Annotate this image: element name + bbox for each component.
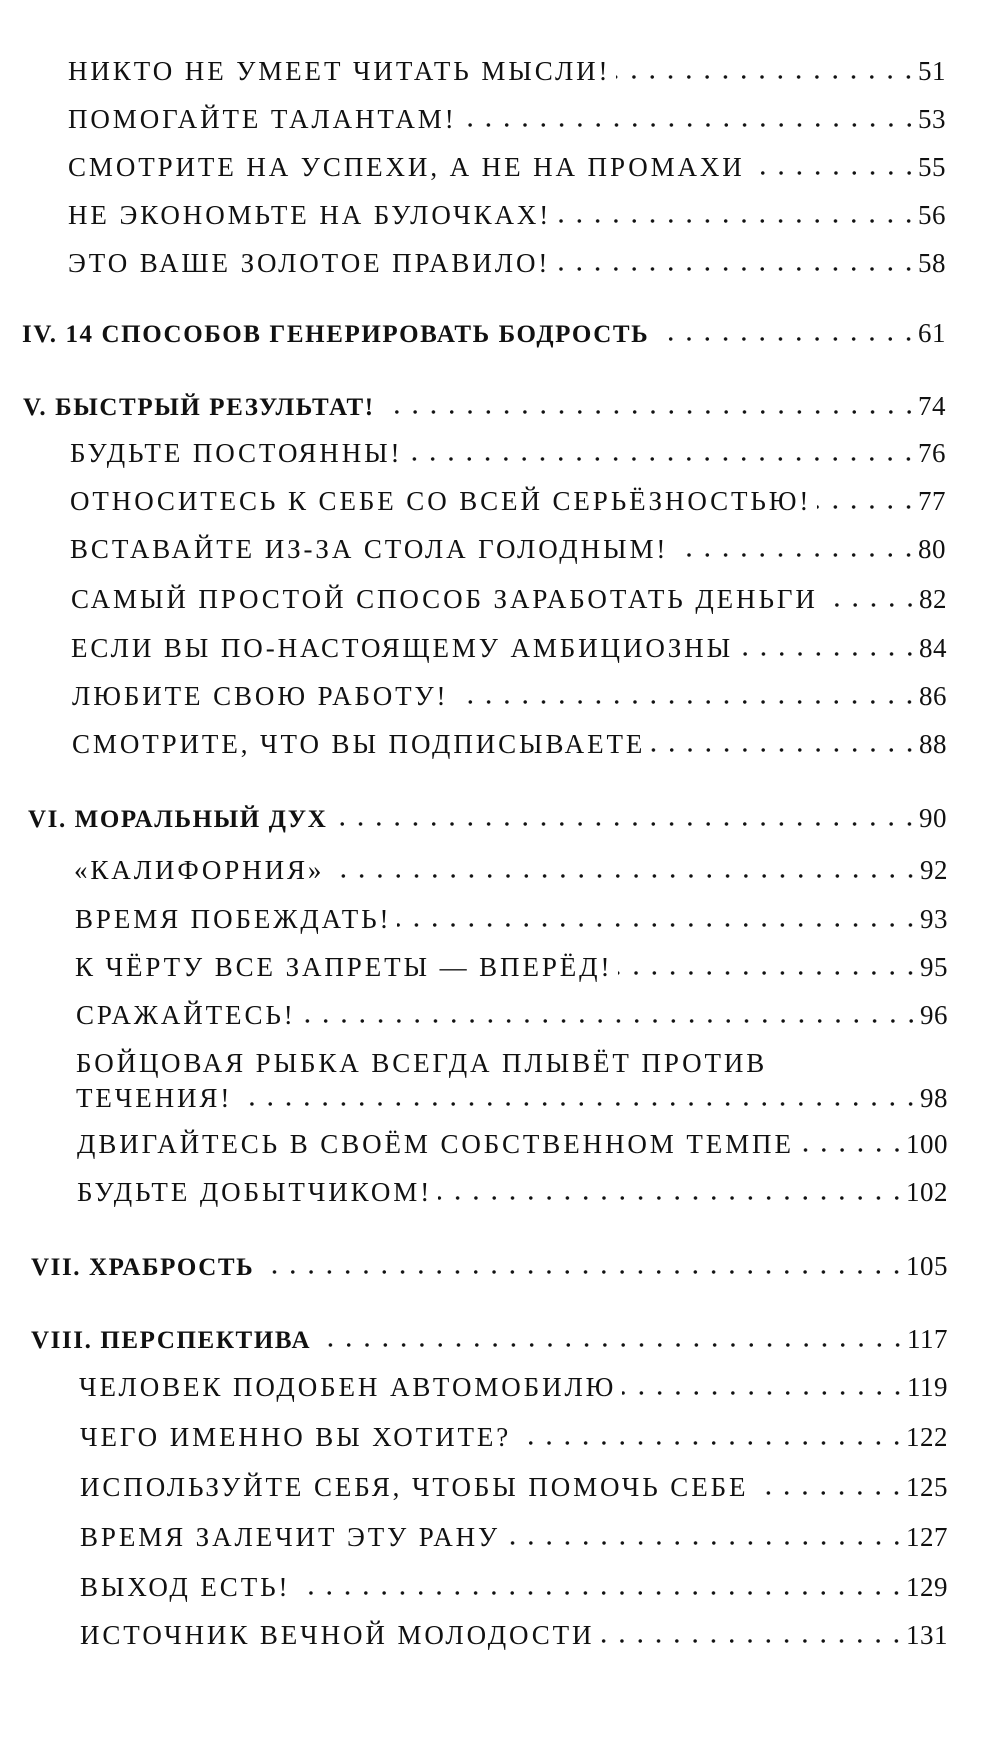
toc-chapter[interactable] — [31, 1324, 948, 1354]
toc-entry-title: НЕ ЭКОНОМЬТЕ НА БУЛОЧКАХ! — [68, 200, 552, 230]
toc-entry-title: ВСТАВАЙТЕ ИЗ-ЗА СТОЛА ГОЛОДНЫМ! — [70, 534, 669, 564]
toc-entry-title: ЛЮБИТЕ СВОЮ РАБОТУ! — [72, 681, 449, 711]
dot-leader — [674, 552, 918, 558]
toc-entry-page: 131 — [906, 1620, 948, 1650]
toc-entry-page: 119 — [907, 1372, 948, 1402]
dot-leader — [622, 1390, 907, 1396]
toc-entry-page: 125 — [906, 1472, 948, 1502]
toc-entry-page: 95 — [920, 952, 948, 982]
toc-entry[interactable] — [68, 248, 946, 278]
dot-leader — [655, 336, 918, 342]
dot-leader — [754, 1490, 906, 1496]
toc-entry[interactable] — [80, 1472, 948, 1502]
toc-entry-title: ПОМОГАЙТЕ ТАЛАНТАМ! — [68, 104, 457, 134]
toc-entry-page: 96 — [920, 1000, 948, 1030]
dot-leader — [381, 409, 918, 415]
dot-leader — [454, 699, 919, 705]
toc-chapter-title: V. БЫСТРЫЙ РЕЗУЛЬТАТ! — [23, 394, 375, 421]
toc-entry-page: 82 — [919, 584, 947, 614]
toc-entry-title: «КАЛИФОРНИЯ» — [74, 855, 325, 885]
toc-entry[interactable] — [80, 1620, 948, 1650]
dot-leader — [800, 1147, 906, 1153]
toc-entry[interactable] — [80, 1572, 948, 1602]
toc-entry-page: 102 — [906, 1177, 948, 1207]
toc-entry[interactable] — [77, 1129, 948, 1159]
dot-leader — [557, 218, 918, 224]
toc-entry[interactable] — [74, 855, 948, 885]
toc-entry-title-line2: ТЕЧЕНИЯ! — [76, 1083, 233, 1113]
toc-entry-page: 86 — [919, 681, 947, 711]
toc-entry[interactable] — [70, 534, 946, 564]
toc-entry[interactable] — [77, 1177, 948, 1207]
toc-entry[interactable] — [68, 56, 946, 86]
toc-entry[interactable] — [70, 438, 946, 468]
toc-entry-page: 55 — [918, 152, 946, 182]
toc-entry[interactable] — [70, 486, 946, 516]
toc-chapter-page: 74 — [918, 391, 946, 421]
toc-entry-title: СМОТРИТЕ НА УСПЕХИ, А НЕ НА ПРОМАХИ — [68, 152, 745, 182]
dot-leader — [296, 1590, 906, 1596]
dot-leader — [824, 602, 919, 608]
toc-entry[interactable] — [68, 104, 946, 134]
toc-entry[interactable] — [76, 1000, 948, 1030]
toc-entry-title: ВРЕМЯ ЗАЛЕЧИТ ЭТУ РАНУ — [80, 1522, 501, 1552]
dot-leader — [302, 1018, 920, 1024]
toc-chapter-page: 90 — [919, 803, 947, 833]
dot-leader — [330, 873, 920, 879]
dot-leader — [397, 922, 920, 928]
toc-chapter-page: 105 — [906, 1251, 948, 1281]
toc-entry[interactable] — [80, 1522, 948, 1552]
toc-entry[interactable] — [76, 1083, 948, 1113]
toc-entry[interactable] — [68, 200, 946, 230]
toc-entry-title: К ЧЁРТУ ВСЕ ЗАПРЕТЫ — ВПЕРЁД! — [75, 952, 613, 982]
toc-entry-title: СМОТРИТЕ, ЧТО ВЫ ПОДПИСЫВАЕТЕ — [72, 729, 646, 759]
dot-leader — [616, 74, 918, 80]
dot-leader — [751, 170, 918, 176]
dot-leader — [556, 266, 918, 272]
toc-entry-page: 122 — [906, 1422, 948, 1452]
toc-entry[interactable] — [71, 584, 947, 614]
toc-chapter[interactable] — [23, 391, 946, 421]
dot-leader — [517, 1440, 906, 1446]
toc-entry-page: 98 — [920, 1083, 948, 1113]
dot-leader — [817, 504, 918, 510]
dot-leader — [260, 1269, 906, 1275]
toc-entry-page: 77 — [918, 486, 946, 516]
dot-leader — [317, 1342, 907, 1348]
toc-entry-page: 93 — [920, 904, 948, 934]
toc-entry[interactable] — [79, 1372, 948, 1402]
toc-entry[interactable] — [72, 729, 947, 759]
toc-entry-title: БУДЬТЕ ПОСТОЯННЫ! — [70, 438, 403, 468]
toc-entry-title: ОТНОСИТЕСЬ К СЕБЕ СО ВСЕЙ СЕРЬЁЗНОСТЬЮ! — [70, 486, 812, 516]
toc-chapter-title: IV. 14 СПОСОБОВ ГЕНЕРИРОВАТЬ БОДРОСТЬ — [22, 321, 650, 348]
toc-entry[interactable] — [72, 681, 947, 711]
toc-chapter-title: VI. МОРАЛЬНЫЙ ДУХ — [28, 806, 328, 833]
dot-leader — [333, 821, 919, 827]
toc-entry-page: 80 — [918, 534, 946, 564]
toc-entry-page: 56 — [918, 200, 946, 230]
toc-entry-title: САМЫЙ ПРОСТОЙ СПОСОБ ЗАРАБОТАТЬ ДЕНЬГИ — [71, 584, 818, 614]
toc-entry[interactable] — [71, 633, 947, 663]
toc-entry-title-line1[interactable]: БОЙЦОВАЯ РЫБКА ВСЕГДА ПЛЫВЁТ ПРОТИВ — [76, 1048, 768, 1078]
toc-entry-page: 129 — [906, 1572, 948, 1602]
dot-leader — [408, 456, 918, 462]
toc-entry-title: ДВИГАЙТЕСЬ В СВОЁМ СОБСТВЕННОМ ТЕМПЕ — [77, 1129, 794, 1159]
toc-entry-page: 58 — [918, 248, 946, 278]
toc-entry-page: 84 — [919, 633, 947, 663]
toc-entry-page: 88 — [919, 729, 947, 759]
toc-chapter-page: 117 — [907, 1324, 948, 1354]
dot-leader — [651, 747, 919, 753]
toc-entry-title: БУДЬТЕ ДОБЫТЧИКОМ! — [77, 1177, 433, 1207]
toc-entry-title: ЧЕЛОВЕК ПОДОБЕН АВТОМОБИЛЮ — [79, 1372, 617, 1402]
toc-entry[interactable] — [75, 904, 948, 934]
toc-entry-title: ЕСЛИ ВЫ ПО-НАСТОЯЩЕМУ АМБИЦИОЗНЫ — [71, 633, 734, 663]
toc-entry-page: 92 — [920, 855, 948, 885]
toc-entry-title: ИСПОЛЬЗУЙТЕ СЕБЯ, ЧТОБЫ ПОМОЧЬ СЕБЕ — [80, 1472, 749, 1502]
toc-entry-title: ВЫХОД ЕСТЬ! — [80, 1572, 291, 1602]
toc-entry-title: ВРЕМЯ ПОБЕЖДАТЬ! — [75, 904, 392, 934]
toc-chapter-title: VIII. ПЕРСПЕКТИВА — [31, 1327, 312, 1354]
dot-leader — [600, 1638, 906, 1644]
toc-entry[interactable] — [68, 152, 946, 182]
dot-leader — [739, 651, 919, 657]
dot-leader — [463, 122, 918, 128]
toc-chapter-page: 61 — [918, 318, 946, 348]
toc-entry-page: 53 — [918, 104, 946, 134]
toc-entry[interactable] — [80, 1422, 948, 1452]
toc-entry-page: 76 — [918, 438, 946, 468]
toc-entry-title: СРАЖАЙТЕСЬ! — [76, 1000, 296, 1030]
toc-entry-page: 127 — [906, 1522, 948, 1552]
dot-leader — [238, 1101, 920, 1107]
dot-leader — [438, 1195, 906, 1201]
toc-entry-page: 100 — [906, 1129, 948, 1159]
toc-entry-title: ИСТОЧНИК ВЕЧНОЙ МОЛОДОСТИ — [80, 1620, 595, 1650]
toc-entry-page: 51 — [918, 56, 946, 86]
toc-entry-title: ЭТО ВАШЕ ЗОЛОТОЕ ПРАВИЛО! — [68, 248, 551, 278]
toc-chapter[interactable] — [22, 318, 946, 348]
dot-leader — [506, 1540, 906, 1546]
toc-entry[interactable] — [75, 952, 948, 982]
toc-chapter[interactable] — [31, 1251, 948, 1281]
toc-chapter[interactable] — [28, 803, 947, 833]
toc-entry-title: ЧЕГО ИМЕННО ВЫ ХОТИТЕ? — [80, 1422, 512, 1452]
dot-leader — [618, 970, 920, 976]
toc-entry-title: НИКТО НЕ УМЕЕТ ЧИТАТЬ МЫСЛИ! — [68, 56, 611, 86]
toc-chapter-title: VII. ХРАБРОСТЬ — [31, 1254, 255, 1281]
